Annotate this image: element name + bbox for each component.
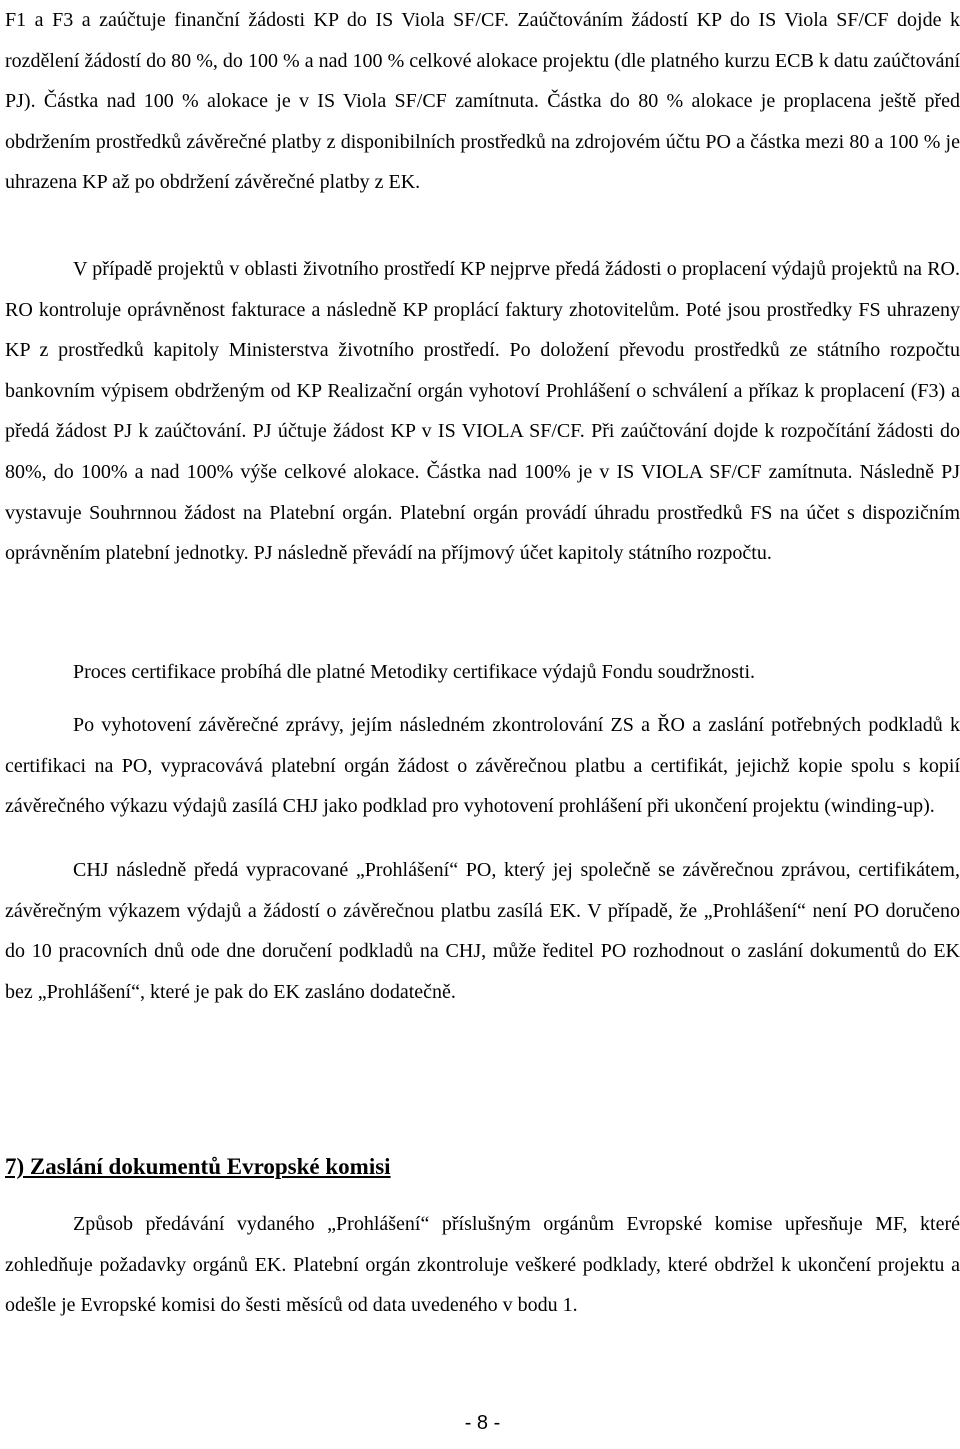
- page-number: - 8 -: [464, 1412, 501, 1434]
- paragraph-2: V případě projektů v oblasti životního prostředí KP nejprve předá žádosti o proplacení výdajů projektů na RO. RO kontroluje oprávněnost fakturace a následně KP proplácí faktury zhotovitelům. Poté jsou prostředky FS uhrazeny KP z prostředků kapitoly Ministerstva životního prostředí. Po doložení převodu prostředků ze státního rozpočtu bankovním výpisem obdrženým od KP Realizační orgán vyhotoví Prohlášení o schválení a příkaz k proplacení (F3) a předá žádost PJ k zaúčtování. PJ účtuje žádost KP v IS VIOLA SF/CF. Při zaúčtování dojde k rozpočítání žádosti do 80%, do 100% a nad 100% výše celkové alokace. Částka nad 100% je v IS VIOLA SF/CF zamítnuta. Následně PJ vystavuje Souhrnnou žádost na Platební orgán. Platební orgán provádí úhradu prostředků FS na účet s dispozičním oprávněním platební jednotky. PJ následně převádí na příjmový účet kapitoly státního rozpočtu.: [5, 258, 960, 565]
- paragraph-5: CHJ následně předá vypracované „Prohlášení“ PO, který jej společně se závěrečnou zprávou, certifikátem, závěrečným výkazem výdajů a žádostí o závěrečnou platbu zasílá EK. V případě, že „Prohlášení“ není PO doručeno do 10 pracovních dnů ode dne doručení podkladů na CHJ, může ředitel PO rozhodnout o zaslání dokumentů do EK bez „Prohlášení“, které je pak do EK zasláno dodatečně.: [5, 859, 960, 1003]
- paragraph-4: Po vyhotovení závěrečné zprávy, jejím následném zkontrolování ZS a ŘO a zaslání potřebných podkladů k certifikaci na PO, vypracovává platební orgán žádost o závěrečnou platbu a certifikát, jejichž kopie spolu s kopií závěrečného výkazu výdajů zasílá CHJ jako podklad pro vyhotovení prohlášení při ukončení projektu (winding-up).: [5, 714, 960, 818]
- paragraph-1: F1 a F3 a zaúčtuje finanční žádosti KP do IS Viola SF/CF. Zaúčtováním žádostí KP do IS Viola SF/CF dojde k rozdělení žádostí do 80 %, do 100 % a nad 100 % celkové alokace projektu (dle platného kurzu ECB k datu zaúčtování PJ). Částka nad 100 % alokace je v IS Viola SF/CF zamítnuta. Částka do 80 % alokace je proplacena ještě před obdržením prostředků závěrečné platby z disponibilních prostředků na zdrojovém účtu PO a částka mezi 80 a 100 % je uhrazena KP až po obdržení závěrečné platby z EK.: [5, 9, 960, 194]
- section-paragraph: Způsob předávání vydaného „Prohlášení“ příslušným orgánům Evropské komise upřesňuje MF, které zohledňuje požadavky orgánů EK. Platební orgán zkontroluje veškeré podklady, které obdržel k ukončení projektu a odešle je Evropské komisi do šesti měsíců od data uvedeného v bodu 1.: [5, 1213, 960, 1317]
- paragraph-3: Proces certifikace probíhá dle platné Metodiky certifikace výdajů Fondu soudržnosti.: [73, 661, 756, 683]
- section-heading: 7) Zaslání dokumentů Evropské komisi: [5, 1154, 391, 1179]
